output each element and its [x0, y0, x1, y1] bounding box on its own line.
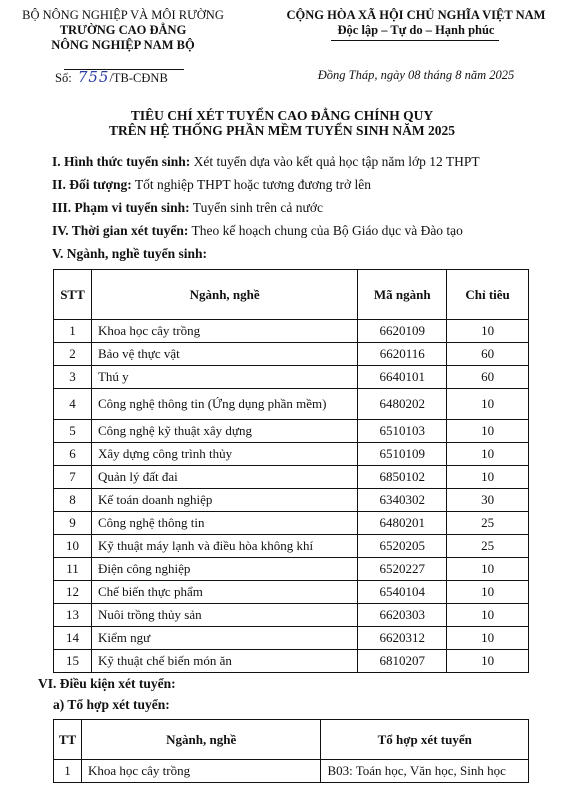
place-date: Đồng Tháp, ngày 08 tháng 8 năm 2025: [317, 68, 515, 82]
school-name-line2: NÔNG NGHIỆP NAM BỘ: [51, 38, 195, 52]
table-row: [54, 535, 529, 558]
header-combination: Tổ hợp xét tuyển: [321, 720, 529, 760]
row-major: Công nghệ thông tin (Ứng dụng phần mềm): [91, 389, 357, 420]
row-stt: 9: [54, 512, 92, 535]
row-code: 6340302: [358, 489, 447, 512]
row-major: Điện công nghiệp: [91, 558, 357, 581]
section-1-text: Xét tuyển dựa vào kết quả học tập năm lớp 12 THPT: [190, 154, 480, 169]
row-stt: 8: [54, 489, 92, 512]
document-title-line1: TIÊU CHÍ XÉT TUYỂN CAO ĐẲNG CHÍNH QUY: [130, 108, 434, 123]
section-6a-label: a) Tổ hợp xét tuyển:: [53, 697, 170, 712]
row-code: 6510109: [358, 443, 447, 466]
row-quota: 10: [447, 581, 529, 604]
row-code: 6620116: [358, 343, 447, 366]
row-stt: 5: [54, 420, 92, 443]
row-code: 6480202: [358, 389, 447, 420]
section-1: [52, 154, 480, 170]
section-4-text: Theo kế hoạch chung của Bộ Giáo dục và Đào tạo: [188, 223, 463, 238]
row-quota: 10: [447, 627, 529, 650]
table-row: [54, 420, 529, 443]
row-quota: 60: [447, 343, 529, 366]
row-code: 6480201: [358, 512, 447, 535]
row-stt: 4: [54, 389, 92, 420]
row-major: Công nghệ kỹ thuật xây dựng: [91, 420, 357, 443]
section-2-text: Tốt nghiệp THPT hoặc tương đương trở lên: [131, 177, 372, 192]
document-number: [55, 68, 168, 86]
table-row: [54, 604, 529, 627]
table-row: [54, 760, 529, 783]
row-major: Kỹ thuật chế biến món ăn: [91, 650, 357, 673]
document-number-handwritten: 755: [77, 68, 110, 86]
header-major-2: Ngành, nghề: [81, 720, 320, 760]
row-stt: 2: [54, 343, 92, 366]
motto-underline: [331, 40, 499, 41]
row-stt: 1: [54, 320, 92, 343]
row-code: 6510103: [358, 420, 447, 443]
section-3: [52, 200, 323, 216]
row-stt: 14: [54, 627, 92, 650]
row-stt: 15: [54, 650, 92, 673]
row-quota: 10: [447, 320, 529, 343]
section-4: [52, 223, 463, 239]
row-code: 6640101: [358, 366, 447, 389]
section-4-label: IV. Thời gian xét tuyển:: [52, 223, 189, 238]
row-stt: 11: [54, 558, 92, 581]
row-stt: 10: [54, 535, 92, 558]
header-quota: Chỉ tiêu: [447, 270, 529, 320]
row-quota: 60: [447, 366, 529, 389]
header-stt: STT: [54, 270, 92, 320]
row-code: 6520227: [358, 558, 447, 581]
section-5-label: V. Ngành, nghề tuyển sinh:: [52, 246, 208, 261]
row-major: Kế toán doanh nghiệp: [91, 489, 357, 512]
table-row: [54, 466, 529, 489]
row-code: 6620303: [358, 604, 447, 627]
row-major: Kiểm ngư: [91, 627, 357, 650]
row-major: Quản lý đất đai: [91, 466, 357, 489]
majors-table-header: [54, 270, 529, 320]
row-stt: 7: [54, 466, 92, 489]
document-title-line2: TRÊN HỆ THỐNG PHẦN MỀM TUYỂN SINH NĂM 2025: [108, 123, 456, 138]
document-number-suffix: /TB-CĐNB: [109, 71, 168, 85]
row-quota: 10: [447, 420, 529, 443]
row-tt: 1: [54, 760, 82, 783]
row-major: Công nghệ thông tin: [91, 512, 357, 535]
row-code: 6810207: [358, 650, 447, 673]
header-tt: TT: [54, 720, 82, 760]
row-quota: 10: [447, 389, 529, 420]
table-row: [54, 443, 529, 466]
section-2: [52, 177, 371, 193]
table-row: [54, 650, 529, 673]
row-stt: 6: [54, 443, 92, 466]
document-number-prefix: Số:: [55, 71, 72, 85]
table-row: [54, 320, 529, 343]
row-quota: 10: [447, 604, 529, 627]
majors-table: [53, 269, 529, 673]
row-code: 6620109: [358, 320, 447, 343]
row-stt: 3: [54, 366, 92, 389]
row-quota: 10: [447, 466, 529, 489]
row-quota: 25: [447, 512, 529, 535]
row-quota: 10: [447, 558, 529, 581]
row-code: 6850102: [358, 466, 447, 489]
row-quota: 10: [447, 443, 529, 466]
section-2-label: II. Đối tượng:: [52, 177, 132, 192]
row-quota: 10: [447, 650, 529, 673]
national-motto: Độc lập – Tự do – Hạnh phúc: [337, 23, 495, 37]
section-1-label: I. Hình thức tuyển sinh:: [52, 154, 191, 169]
row-major: Xây dựng công trình thủy: [91, 443, 357, 466]
row-major: Khoa học cây trồng: [91, 320, 357, 343]
row-major: Kỹ thuật máy lạnh và điều hòa không khí: [91, 535, 357, 558]
section-3-text: Tuyển sinh trên cả nước: [189, 200, 323, 215]
table-row: [54, 389, 529, 420]
row-quota: 25: [447, 535, 529, 558]
row-major: Khoa học cây trồng: [81, 760, 320, 783]
combination-table: [53, 719, 529, 783]
section-3-label: III. Phạm vi tuyển sinh:: [52, 200, 190, 215]
table-row: [54, 627, 529, 650]
header-code: Mã ngành: [358, 270, 447, 320]
section-6-label: VI. Điều kiện xét tuyển:: [38, 676, 176, 691]
table-row: [54, 581, 529, 604]
combination-table-header: [54, 720, 529, 760]
row-code: 6620312: [358, 627, 447, 650]
row-combination: B03: Toán học, Văn học, Sinh học: [321, 760, 529, 783]
school-name-line1: TRƯỜNG CAO ĐẲNG: [59, 23, 187, 37]
row-major: Bảo vệ thực vật: [91, 343, 357, 366]
row-code: 6540104: [358, 581, 447, 604]
row-major: Thú y: [91, 366, 357, 389]
table-row: [54, 489, 529, 512]
row-code: 6520205: [358, 535, 447, 558]
row-major: Chế biến thực phẩm: [91, 581, 357, 604]
table-row: [54, 558, 529, 581]
row-major: Nuôi trồng thủy sản: [91, 604, 357, 627]
table-row: [54, 512, 529, 535]
row-stt: 12: [54, 581, 92, 604]
ministry-name: BỘ NÔNG NGHIỆP VÀ MÔI RƯỜNG: [22, 8, 224, 22]
row-stt: 13: [54, 604, 92, 627]
table-row: [54, 343, 529, 366]
header-major: Ngành, nghề: [91, 270, 357, 320]
row-quota: 30: [447, 489, 529, 512]
table-row: [54, 366, 529, 389]
nation-name: CỘNG HÒA XÃ HỘI CHỦ NGHĨA VIỆT NAM: [286, 8, 546, 22]
